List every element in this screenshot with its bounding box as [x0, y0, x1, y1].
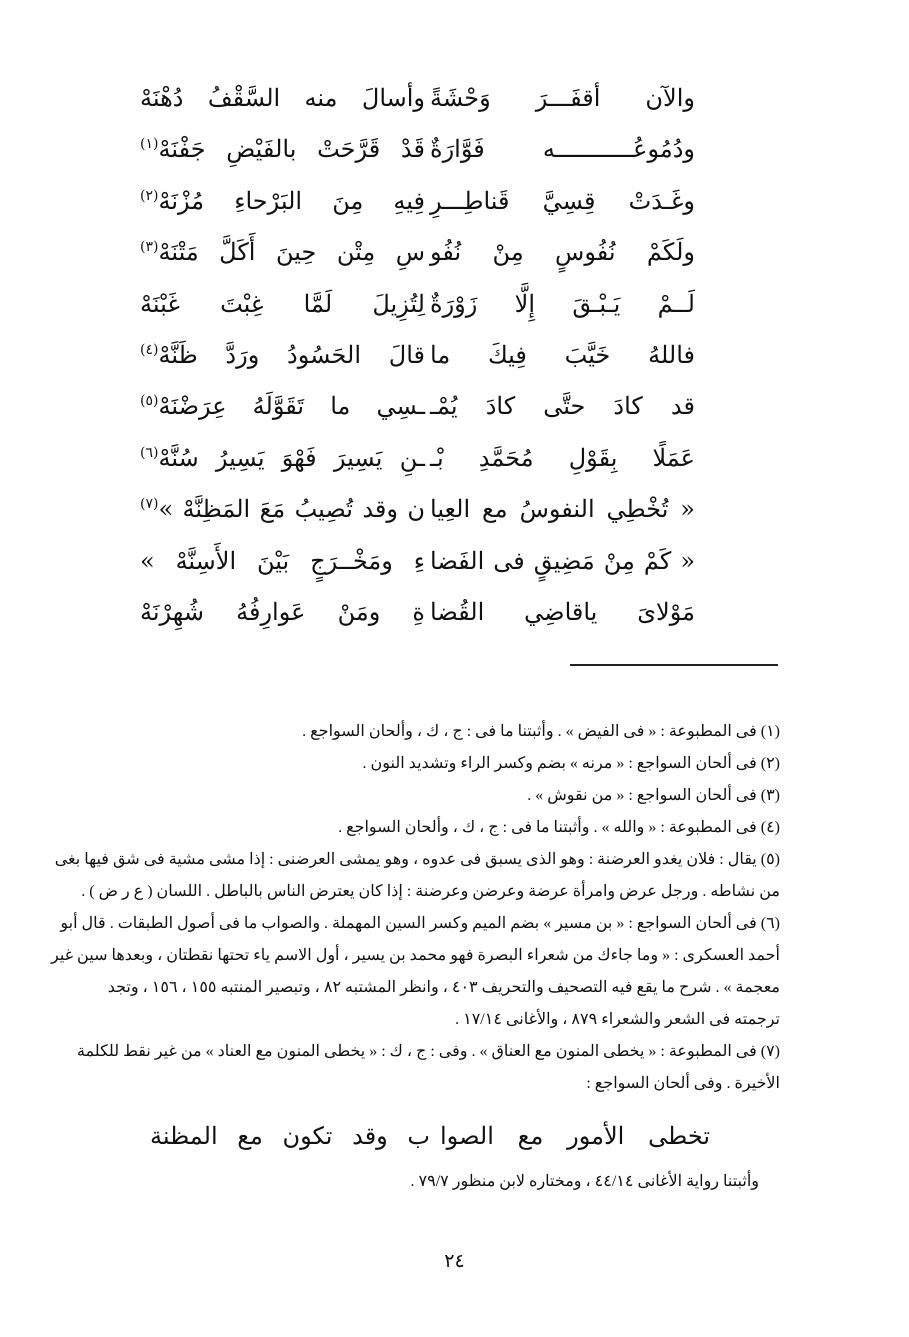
footnote-line: (٤) فى المطبوعة : « والله » . وأثبتنا ما فى : ج ، ك ، وألحان السواجع . — [338, 819, 780, 836]
footnote-line: (٢) فى ألحان السواجع : « مرنه » بضم وكسر الراء وتشديد النون . — [362, 755, 780, 772]
hemistich-text: وأسالَ منه السَّقْفُ دُهْنَهْ — [140, 84, 425, 112]
footnote-line: (٣) فى ألحان السواجع : « من نقوش » . — [527, 787, 780, 804]
verse-first-hemistich: « تُخْطِي النفوسُ مع العِيا — [430, 495, 695, 524]
verse-second-hemistich — [140, 129, 425, 169]
footnote-line: (١) فى المطبوعة : « فى الفيض » . وأثبتنا ما فى : ج ، ك ، وألحان السواجع . — [302, 723, 780, 740]
quoted-verse — [150, 1122, 710, 1162]
hemistich-text: قَدْ قَرَّحَتْ بالفَيْضِ جَفْنَهْ — [158, 135, 425, 164]
verse-second-hemistich — [140, 232, 425, 272]
verse-first-hemistich: قد كادَ حتَّى كادَ يُمْـ — [430, 392, 695, 421]
poem — [140, 78, 695, 643]
verse-line — [140, 181, 695, 232]
footnote-7-continuation: وأثبتنا رواية الأغانى ٤٤/١٤ ، ومختاره لابن منظور ٧٩/٧ . — [410, 1173, 759, 1190]
verse-line — [140, 438, 695, 489]
verse-line — [140, 592, 695, 643]
verse-first-hemistich: ولَكَمْ نُفُوسٍ مِنْ نُفُو — [430, 238, 695, 267]
quoted-verse-first-hemistich: تخطى الأمور مع الصوا — [440, 1122, 710, 1150]
verse-first-hemistich: وغَـدَتْ قِسِيَّ قَناطِـــرِ — [430, 186, 695, 215]
verse-line — [140, 232, 695, 283]
footnote-ref: (١) — [140, 136, 159, 153]
footnote-ref: (٤) — [140, 341, 159, 358]
verse-first-hemistich: فاللهُ خَيَّبَ فِيكَ ما — [430, 340, 695, 369]
verse-second-hemistich — [140, 541, 425, 581]
verse-first-hemistich: والآن أقفَـــرَ وَحْشَةً — [430, 84, 695, 112]
verse-second-hemistich — [140, 592, 425, 632]
verse-line — [140, 78, 695, 129]
verse-second-hemistich — [140, 335, 425, 375]
verse-second-hemistich — [140, 489, 425, 529]
footnote-4 — [48, 812, 780, 844]
footnote-line: من نشاطه . ورجل عرض وامرأة عرضة وعرضن وعرضنة : إذا كان يعترض الناس بالباطل . اللسان ( ع ر ض ) . — [81, 883, 780, 900]
footnote-6 — [48, 908, 780, 1036]
footnote-ref: (٥) — [140, 393, 159, 410]
verse-second-hemistich — [140, 386, 425, 426]
footnote-ref: (٢) — [140, 187, 159, 204]
verse-line — [140, 335, 695, 386]
verse-line — [140, 541, 695, 592]
hemistich-text: ءِ ومَخْــرَجٍ بَيْنَ الأَسِنَّهْ » — [140, 546, 425, 575]
footnote-line: الأخيرة . وفى ألحان السواجع : — [586, 1075, 780, 1092]
footnote-separator — [570, 664, 778, 666]
footnote-ref: (٦) — [140, 444, 159, 461]
footnote-ref: (٣) — [140, 239, 159, 256]
quoted-verse-second-hemistich: ب وقد تكون مع المظنة — [150, 1122, 430, 1150]
footnote-line: (٧) فى المطبوعة : « يخطى المنون مع العناق » . وفى : ج ، ك : « يخطى المنون مع العناد » من غير نقط للكلمة — [76, 1043, 780, 1060]
verse-line — [140, 284, 695, 335]
verse-first-hemistich: ودُمُوعُـــــــــــه فَوَّارَةٌ — [430, 135, 695, 164]
hemistich-text: لِتُزِيلَ لَمَّا غِبْتَ غَبْنَهْ — [140, 289, 425, 318]
footnotes — [48, 716, 780, 1100]
verse-line — [140, 489, 695, 540]
hemistich-text: ن وقد تُصِيبُ مَعَ المَظِنَّهْ » — [158, 495, 425, 524]
verse-first-hemistich: عَمَلًا بِقَوْلِ مُحَمَّدِ بْـ — [430, 443, 695, 472]
page-number: ٢٤ — [444, 1250, 465, 1272]
verse-second-hemistich — [140, 284, 425, 324]
verse-line — [140, 386, 695, 437]
hemistich-text: ـسِي ما تَقَوَّلَهُ عِرَضْنَهْ — [158, 392, 425, 421]
footnote-line: (٦) فى ألحان السواجع : « بن مسير » بضم الميم وكسر السين المهملة . والصواب ما فى أصول الطبقات . قال أبو — [60, 915, 780, 932]
footnote-2 — [48, 748, 780, 780]
hemistich-text: ةِ ومَنْ عَوارِفُهُ شُهِرْنَهْ — [140, 597, 425, 626]
footnote-3 — [48, 780, 780, 812]
hemistich-text: قالَ الحَسُودُ ورَدَّ ظَنَّهْ — [158, 340, 425, 369]
footnote-line: معجمة » . شرح ما يقع فيه التصحيف والتحريف ٤٠٣ ، وانظر المشتبه ٨٢ ، وتبصير المنتبه ١٥٥ ، ١٥٦ ، وتجد — [107, 979, 780, 996]
verse-second-hemistich — [140, 78, 425, 118]
verse-second-hemistich — [140, 181, 425, 221]
footnote-ref: (٧) — [140, 496, 159, 513]
hemistich-text: سِ مِتْن حِينَ أَكَلَّ مَتْنَهْ — [158, 238, 425, 267]
footnote-7 — [48, 1036, 780, 1100]
verse-first-hemistich: مَوْلاىَ ياقاضِي القُضا — [430, 597, 695, 626]
footnote-line: أحمد العسكرى : « وما جاءك من شعراء البصرة فهو محمد بن يسير ، أول الاسم ياء تحتها نقطتان ، وبعدها سين غير — [51, 947, 780, 964]
footnote-5 — [48, 844, 780, 908]
footnote-line: (٥) يقال : فلان يغدو العرضنة : وهو الذى يسبق فى عدوه ، وهو يمشى العرضنى : إذا مشى مشية فى شق فيها بغى — [54, 851, 780, 868]
verse-first-hemistich: « كَمْ مِنْ مَضِيقٍ فى الفَضا — [430, 546, 695, 575]
hemistich-text: فِيهِ مِنَ البَرْحاءِ مُزْنَهْ — [158, 186, 425, 215]
footnote-line: ترجمته فى الشعر والشعراء ٨٧٩ ، والأغانى ١٧/١٤ . — [455, 1011, 780, 1028]
verse-first-hemistich: لَــمْ يَـبْـقَ إِلَّا زَوْرَةٌ — [430, 289, 695, 318]
footnote-1 — [48, 716, 780, 748]
verse-second-hemistich — [140, 438, 425, 478]
verse-line — [140, 129, 695, 180]
hemistich-text: ـنِ يَسِيرَ فَهْوَ يَسِيرُ سُنَّهْ — [158, 443, 425, 472]
